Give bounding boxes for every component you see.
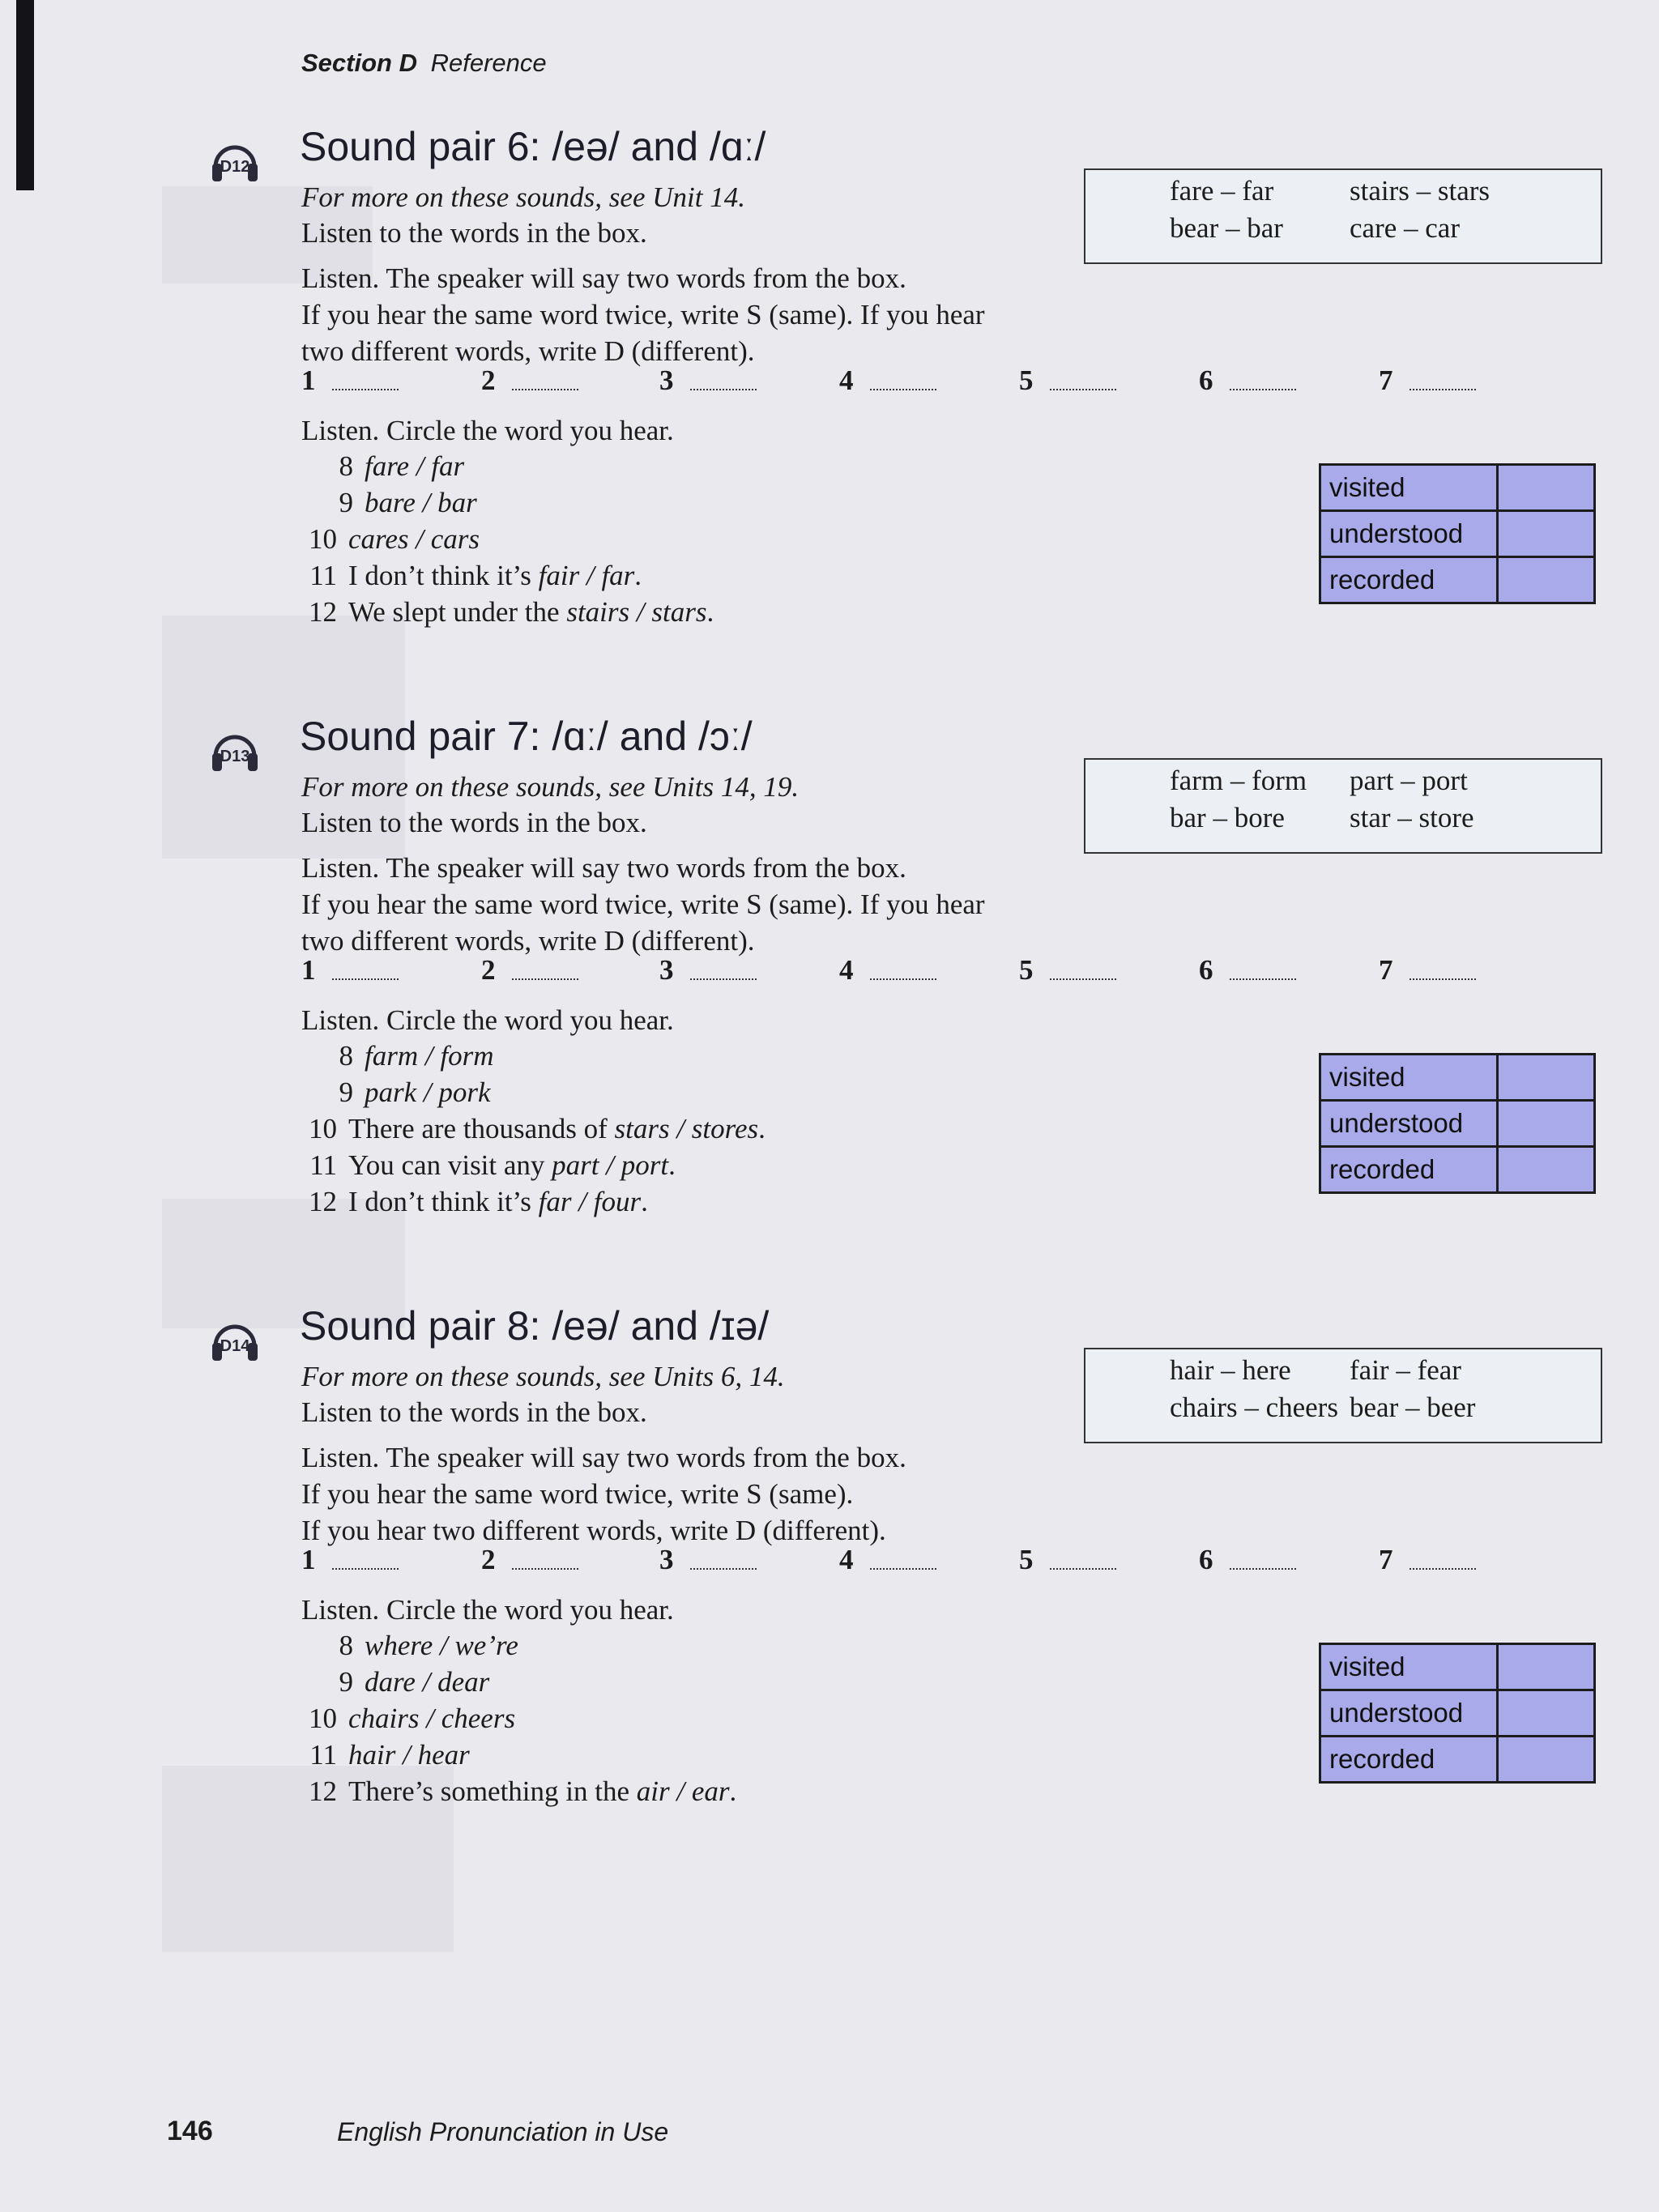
word-pair: part – port xyxy=(1350,765,1468,796)
exercise-item xyxy=(301,596,714,629)
exercise-item xyxy=(318,450,464,483)
item-text-before: We slept under the xyxy=(348,596,567,628)
checklist-label: understood xyxy=(1320,511,1498,557)
running-header xyxy=(301,49,547,78)
answer-blank[interactable] xyxy=(1230,1568,1296,1570)
exercise-item xyxy=(318,487,477,519)
answer-number: 3 xyxy=(659,1544,674,1575)
item-text-before: There are thousands of xyxy=(348,1113,615,1144)
exercise-item xyxy=(301,1113,766,1145)
answer-blank[interactable] xyxy=(1410,978,1476,980)
word-pair: fare – far xyxy=(1170,175,1274,207)
checklist-label: recorded xyxy=(1320,1737,1498,1783)
instruction-line-3: two different words, write D (different). xyxy=(301,925,755,957)
answer-number: 5 xyxy=(1019,954,1034,986)
answer-number: 2 xyxy=(481,364,496,396)
instruction-line-2: If you hear the same word twice, write S (same). If you hear xyxy=(301,889,985,920)
item-text-before: I don’t think it’s xyxy=(348,560,539,591)
item-number: 8 xyxy=(339,450,353,482)
cd-track-label: D12 xyxy=(220,158,250,176)
checklist-row xyxy=(1320,1055,1595,1101)
item-choice[interactable]: air / ear xyxy=(636,1775,730,1807)
word-pair: farm – form xyxy=(1170,765,1307,796)
answer-blank[interactable] xyxy=(870,389,936,390)
checklist-tick-box[interactable] xyxy=(1498,511,1595,557)
word-box xyxy=(1084,758,1602,854)
see-more-note: For more on these sounds, see Units 14, 19. xyxy=(301,771,800,803)
cd-track-icon[interactable] xyxy=(209,1317,261,1364)
item-choice[interactable]: part / port xyxy=(552,1149,669,1181)
answer-number: 1 xyxy=(301,1544,316,1575)
sound-pair-section xyxy=(0,1302,1659,1869)
checklist-tick-box[interactable] xyxy=(1498,1101,1595,1147)
word-box xyxy=(1084,1348,1602,1443)
exercise-item xyxy=(318,1076,491,1109)
item-choice[interactable]: stairs / stars xyxy=(566,596,707,628)
answer-number: 2 xyxy=(481,1544,496,1575)
answer-number: 6 xyxy=(1199,1544,1213,1575)
answer-blank[interactable] xyxy=(332,978,399,980)
instruction-line-2: If you hear the same word twice, write S (same). If you hear xyxy=(301,299,985,330)
answer-blank[interactable] xyxy=(512,1568,578,1570)
item-text-after: . xyxy=(641,1186,648,1217)
word-pair: bear – bar xyxy=(1170,212,1283,244)
progress-checklist xyxy=(1319,1643,1596,1784)
answer-blank[interactable] xyxy=(870,1568,936,1570)
item-number: 11 xyxy=(309,560,337,591)
answer-number: 1 xyxy=(301,364,316,396)
section-title: Sound pair 7: /ɑː/ and /ɔː/ xyxy=(300,714,753,759)
checklist-row xyxy=(1320,557,1595,603)
checklist-row xyxy=(1320,465,1595,511)
exercise-item xyxy=(301,1775,736,1808)
item-number: 12 xyxy=(309,596,337,628)
item-number: 11 xyxy=(309,1739,337,1771)
circle-instruction: Listen. Circle the word you hear. xyxy=(301,415,674,446)
checklist-row xyxy=(1320,511,1595,557)
item-text-before: There’s something in the xyxy=(348,1775,637,1807)
sound-pair-section xyxy=(0,713,1659,1280)
item-number: 12 xyxy=(309,1186,337,1217)
item-choice[interactable]: fare / far xyxy=(365,450,465,482)
answer-number: 6 xyxy=(1199,364,1213,396)
answer-blank[interactable] xyxy=(1230,389,1296,390)
word-pair: care – car xyxy=(1350,212,1460,244)
checklist-row xyxy=(1320,1147,1595,1193)
item-choice[interactable]: where / we’re xyxy=(365,1630,518,1661)
answer-number: 6 xyxy=(1199,954,1213,986)
item-text-after: . xyxy=(729,1775,737,1807)
exercise-item xyxy=(301,1739,470,1771)
exercise-item xyxy=(318,1040,493,1072)
answer-number: 7 xyxy=(1379,954,1393,986)
checklist-tick-box[interactable] xyxy=(1498,1644,1595,1690)
answer-number: 3 xyxy=(659,364,674,396)
exercise-item xyxy=(318,1666,489,1698)
item-number: 8 xyxy=(339,1040,353,1072)
word-pair: bar – bore xyxy=(1170,802,1285,833)
item-number: 12 xyxy=(309,1775,337,1807)
instruction-line-1: Listen. The speaker will say two words from the box. xyxy=(301,262,906,294)
answer-blank[interactable] xyxy=(512,389,578,390)
section-title: Sound pair 8: /eə/ and /ɪə/ xyxy=(300,1303,770,1349)
checklist-tick-box[interactable] xyxy=(1498,465,1595,511)
answer-blank[interactable] xyxy=(870,978,936,980)
header-section: Section D xyxy=(301,49,417,77)
word-pair: chairs – cheers xyxy=(1170,1392,1338,1423)
item-choice[interactable]: cares / cars xyxy=(348,523,480,555)
item-number: 10 xyxy=(309,523,337,555)
checklist-tick-box[interactable] xyxy=(1498,1690,1595,1737)
answer-number: 4 xyxy=(839,1544,854,1575)
checklist-label: visited xyxy=(1320,465,1498,511)
listen-box-instruction: Listen to the words in the box. xyxy=(301,1396,647,1428)
answer-blank[interactable] xyxy=(1050,978,1116,980)
see-more-note: For more on these sounds, see Unit 14. xyxy=(301,181,745,213)
checklist-label: recorded xyxy=(1320,557,1498,603)
page-number: 146 xyxy=(167,2116,213,2146)
instruction-line-1: Listen. The speaker will say two words from the box. xyxy=(301,852,906,884)
item-choice[interactable]: fair / far xyxy=(538,560,635,591)
book-title: English Pronunciation in Use xyxy=(337,2117,669,2146)
word-pair: star – store xyxy=(1350,802,1474,833)
exercise-item xyxy=(301,1149,676,1182)
listen-box-instruction: Listen to the words in the box. xyxy=(301,217,647,249)
progress-checklist xyxy=(1319,463,1596,604)
item-text-after: . xyxy=(706,596,714,628)
cd-track-label: D13 xyxy=(220,748,250,765)
item-number: 10 xyxy=(309,1703,337,1734)
exercise-item xyxy=(301,1703,515,1735)
instruction-line-3: two different words, write D (different). xyxy=(301,335,755,367)
circle-instruction: Listen. Circle the word you hear. xyxy=(301,1594,674,1626)
circle-instruction: Listen. Circle the word you hear. xyxy=(301,1004,674,1036)
item-number: 11 xyxy=(309,1149,337,1181)
exercise-item xyxy=(301,1186,648,1218)
exercise-item xyxy=(301,523,480,556)
cd-track-icon[interactable] xyxy=(209,727,261,774)
item-text-before: I don’t think it’s xyxy=(348,1186,539,1217)
answer-blank[interactable] xyxy=(1230,978,1296,980)
checklist-tick-box[interactable] xyxy=(1498,557,1595,603)
answer-number: 5 xyxy=(1019,364,1034,396)
answer-blank[interactable] xyxy=(332,1568,399,1570)
exercise-item xyxy=(301,560,642,592)
instruction-line-2: If you hear the same word twice, write S (same). xyxy=(301,1478,854,1510)
checklist-row xyxy=(1320,1101,1595,1147)
answer-number: 2 xyxy=(481,954,496,986)
answer-number: 4 xyxy=(839,954,854,986)
exercise-item xyxy=(318,1630,518,1662)
checklist-row xyxy=(1320,1644,1595,1690)
answer-number: 7 xyxy=(1379,364,1393,396)
cd-track-label: D14 xyxy=(220,1337,250,1355)
answer-blanks-row xyxy=(301,364,1484,397)
word-pair: bear – beer xyxy=(1350,1392,1476,1423)
answer-blank[interactable] xyxy=(1050,1568,1116,1570)
answer-blank[interactable] xyxy=(332,389,399,390)
item-text-after: . xyxy=(758,1113,766,1144)
checklist-label: understood xyxy=(1320,1690,1498,1737)
answer-blank[interactable] xyxy=(690,978,757,980)
checklist-label: understood xyxy=(1320,1101,1498,1147)
progress-checklist xyxy=(1319,1053,1596,1194)
item-number: 9 xyxy=(339,1666,353,1698)
item-number: 9 xyxy=(339,1076,353,1108)
checklist-label: visited xyxy=(1320,1055,1498,1101)
item-text-before: You can visit any xyxy=(348,1149,552,1181)
checklist-tick-box[interactable] xyxy=(1498,1737,1595,1783)
answer-blanks-row xyxy=(301,954,1484,987)
item-number: 9 xyxy=(339,487,353,518)
instruction-line-3: If you hear two different words, write D (different). xyxy=(301,1515,886,1546)
checklist-row xyxy=(1320,1690,1595,1737)
checklist-tick-box[interactable] xyxy=(1498,1055,1595,1101)
checklist-row xyxy=(1320,1737,1595,1783)
answer-blank[interactable] xyxy=(1410,1568,1476,1570)
checklist-label: visited xyxy=(1320,1644,1498,1690)
item-number: 10 xyxy=(309,1113,337,1144)
answer-number: 4 xyxy=(839,364,854,396)
checklist-tick-box[interactable] xyxy=(1498,1147,1595,1193)
item-choice[interactable]: dare / dear xyxy=(365,1666,490,1698)
answer-blank[interactable] xyxy=(512,978,578,980)
item-choice[interactable]: park / pork xyxy=(365,1076,491,1108)
item-text-after: . xyxy=(668,1149,676,1181)
word-pair: hair – here xyxy=(1170,1354,1291,1386)
answer-number: 7 xyxy=(1379,1544,1393,1575)
item-choice[interactable]: chairs / cheers xyxy=(348,1703,516,1734)
item-choice[interactable]: farm / form xyxy=(365,1040,494,1072)
answer-blank[interactable] xyxy=(690,1568,757,1570)
item-choice[interactable]: hair / hear xyxy=(348,1739,470,1771)
answer-blank[interactable] xyxy=(690,389,757,390)
section-title: Sound pair 6: /eə/ and /ɑː/ xyxy=(300,124,766,169)
cd-track-icon[interactable] xyxy=(209,138,261,185)
answer-blank[interactable] xyxy=(1050,389,1116,390)
item-text-after: . xyxy=(634,560,642,591)
word-pair: stairs – stars xyxy=(1350,175,1491,207)
answer-number: 1 xyxy=(301,954,316,986)
answer-blank[interactable] xyxy=(1410,389,1476,390)
answer-number: 5 xyxy=(1019,1544,1034,1575)
sound-pair-section xyxy=(0,123,1659,690)
item-number: 8 xyxy=(339,1630,353,1661)
listen-box-instruction: Listen to the words in the box. xyxy=(301,807,647,838)
answer-blanks-row xyxy=(301,1544,1484,1576)
instruction-line-1: Listen. The speaker will say two words from the box. xyxy=(301,1442,906,1473)
see-more-note: For more on these sounds, see Units 6, 14. xyxy=(301,1361,785,1392)
answer-number: 3 xyxy=(659,954,674,986)
word-box xyxy=(1084,168,1602,264)
item-choice[interactable]: far / four xyxy=(538,1186,642,1217)
word-pair: fair – fear xyxy=(1350,1354,1461,1386)
header-label: Reference xyxy=(430,49,547,77)
checklist-label: recorded xyxy=(1320,1147,1498,1193)
item-choice[interactable]: stars / stores xyxy=(614,1113,759,1144)
item-choice[interactable]: bare / bar xyxy=(365,487,477,518)
